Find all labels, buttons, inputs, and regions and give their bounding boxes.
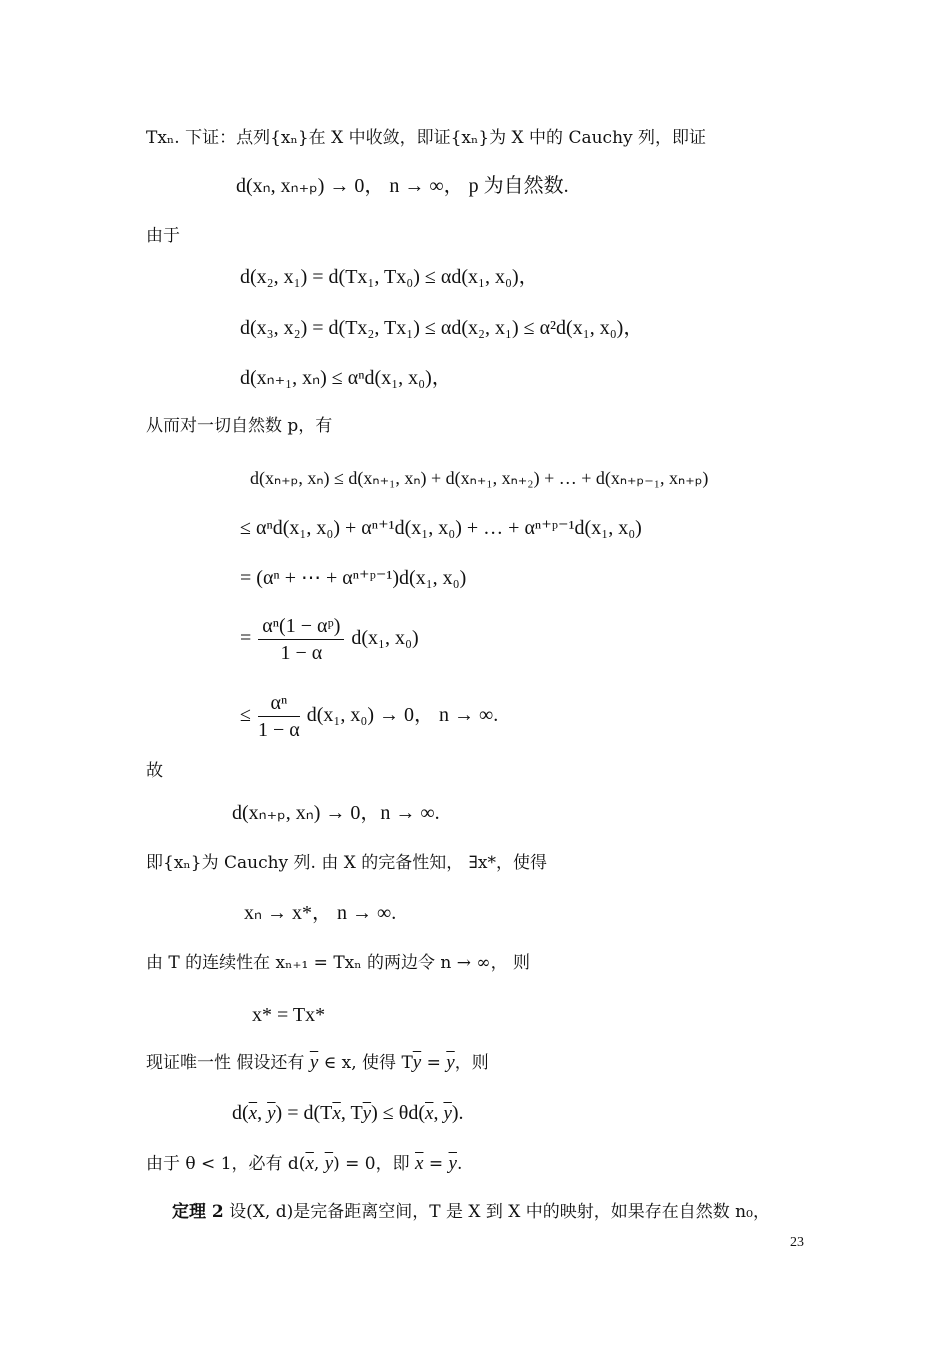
math-var: $\overline{y}$ [448,1153,457,1174]
paragraph-line [146,1049,489,1077]
math-run: , [257,1102,268,1124]
text-run: = [423,1154,449,1174]
equation: d(xₙ₊ₚ, xₙ) → 0，n → ∞. [232,802,440,824]
paragraph-line: 从而对一切自然数 p，有 [146,416,333,436]
math-var: $\overline{y}$ [324,1153,334,1174]
math-run: ) ≤ θd( [371,1102,425,1124]
fraction-denominator: 1 − α [280,642,323,664]
fraction-tail: d(x₁, x₀) → 0， n → ∞. [306,704,499,727]
math-var: $\overline{y}$ [443,1103,452,1124]
text-run: ∈ x, 使得 T [318,1053,413,1073]
math-var: $\overline{x}$ [425,1103,434,1124]
paragraph-line: 由 T 的连续性在 xₙ₊₁ = Txₙ 的两边令 n → ∞， 则 [146,953,530,973]
fraction [258,690,300,743]
math-run: , T [340,1102,363,1124]
text-run: 现证唯一性 假设还有 [146,1053,310,1073]
theorem-label: 定理 2 [172,1202,224,1222]
fraction-tail: d(x₁, x₀) [351,627,419,650]
equation: d(x₃, x₂) = d(Tx₂, Tx₁) ≤ αd(x₂, x₁) ≤ α²d(x₁, x₀)， [240,317,644,339]
equation: d(xₙ₊ₚ, xₙ) ≤ d(xₙ₊₁, xₙ) + d(xₙ₊₁, xₙ₊₂) + … + d(xₙ₊ₚ₋₁, xₙ₊ₚ) [250,468,709,488]
theorem-line [172,1198,770,1226]
text-run: 由于 θ < 1，必有 d( [146,1154,306,1174]
math-var: $\overline{x}$ [415,1153,424,1174]
equation-fraction-line: ≤ $\frac{\text{αⁿ}}{1 - \alpha}$ d(x₁, x₀) → 0， n → ∞. [240,692,499,741]
equation: d(xₙ₊₁, xₙ) ≤ αⁿd(x₁, x₀)， [240,367,452,389]
math-var: $\overline{y}$ [412,1052,422,1073]
text-run: . [456,1154,463,1174]
math-run: ). [451,1102,464,1124]
math-var: $\overline{x}$ [248,1103,258,1124]
text-run: ) = 0，即 [333,1154,416,1174]
math-var: $\overline{y}$ [362,1103,372,1124]
math-var: $\overline{y}$ [309,1052,319,1073]
paragraph-line [146,1150,462,1178]
equation: xₙ → x*， n → ∞. [244,902,397,924]
page-number: 23 [790,1235,804,1250]
math-var: $\overline{y}$ [446,1052,455,1073]
paragraph-line: 由于 [146,226,180,246]
fraction-denominator: 1 − α [257,719,300,741]
math-var: $\overline{x}$ [332,1103,341,1124]
math-run: , [433,1102,444,1124]
text-run: ，则 [454,1053,489,1073]
equation [232,1098,464,1129]
math-run: ) = d(T [275,1102,333,1124]
equation-fraction-line: = $\frac{\text{αⁿ(1 − αᵖ)}}{1 - \alpha}$ d(x₁, x₀) [240,615,419,664]
math-var: $\overline{y}$ [267,1103,276,1124]
paragraph-line: 故 [146,761,163,781]
equation: d(x₂, x₁) = d(Tx₁, Tx₀) ≤ αd(x₁, x₀)， [240,266,539,288]
paragraph-line: Txₙ. 下证：点列{xₙ}在 X 中收敛，即证{xₙ}为 X 中的 Cauchy 列，即证 [146,128,707,148]
paragraph-line: 即{xₙ}为 Cauchy 列. 由 X 的完备性知， ∃x*，使得 [146,853,547,873]
theorem-text: 设(X, d)是完备距离空间，T 是 X 到 X 中的映射，如果存在自然数 n₀， [223,1202,770,1222]
text-run: = [421,1053,447,1073]
fraction-numerator: αⁿ [258,690,300,717]
equation: d(xₙ, xₙ₊ₚ) → 0， n → ∞， p 为自然数. [236,175,569,197]
equation: ≤ αⁿd(x₁, x₀) + αⁿ⁺¹d(x₁, x₀) + … + αⁿ⁺ᵖ⁻¹d(x₁, x₀) [240,517,642,539]
math-run: d( [232,1102,249,1124]
text-run: , [313,1154,325,1174]
fraction-numerator: αⁿ(1 − αᵖ) [258,613,344,640]
math-var: $\overline{x}$ [305,1153,314,1174]
equation: = (αⁿ + ⋯ + αⁿ⁺ᵖ⁻¹)d(x₁, x₀) [240,567,467,589]
equation: x* = Tx* [252,1004,326,1026]
fraction [258,613,344,666]
